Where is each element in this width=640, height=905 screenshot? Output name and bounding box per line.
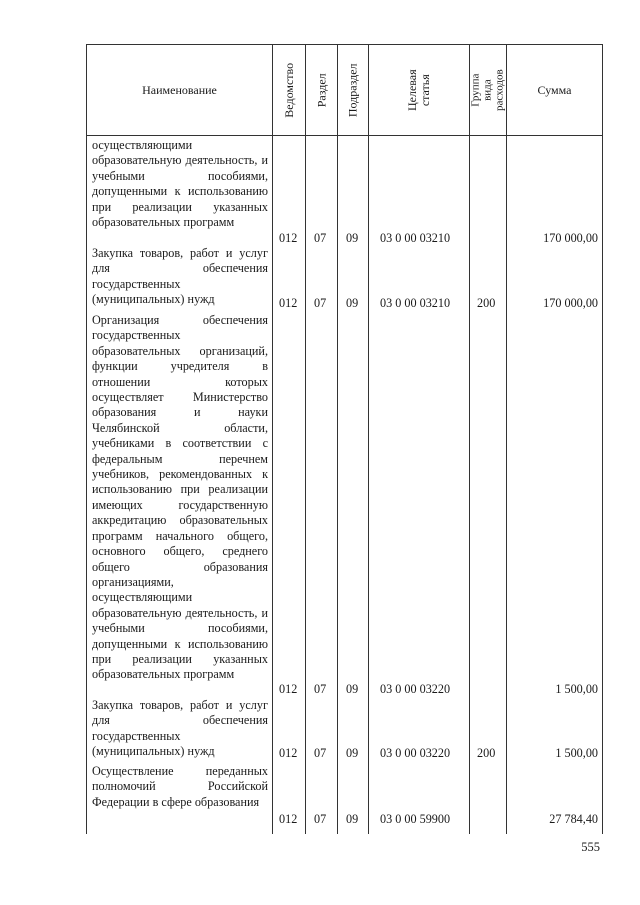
row-4-section: 07: [314, 746, 327, 760]
row-2-expense-group: 200: [477, 296, 496, 310]
row-2-department: 012: [279, 296, 298, 310]
row-3-subsection: 09: [346, 682, 359, 696]
row-4-expense-group: 200: [477, 746, 496, 760]
row-3-name: Организация обеспечения государственных образовательных организаций, функции учредителя в отношении которых осуществляет Министерство образования и науки Челябинской области, учебниками в соответствии с федеральным перечнем учебников, рекомендованных к использованию при реализации имеющих государственную аккредитацию образовательных программ начального общего, основного общего, среднего общего образования организациями, осуществляющими образовательную деятельность, и учебными пособиями, допущенными к использованию при реализации указанных образовательных программ: [92, 313, 268, 682]
row-1-department: 012: [279, 231, 298, 245]
header-target-article: [369, 45, 469, 135]
row-1-section: 07: [314, 231, 327, 245]
row-3-department: 012: [279, 682, 298, 696]
row-3-sum: 1 500,00: [555, 682, 598, 696]
header-expense-group-label: Группа вида расходов: [469, 69, 507, 111]
header-section-label: Раздел: [314, 73, 329, 107]
row-3-target-article: 03 0 00 03220: [380, 682, 451, 696]
header-sum: [507, 45, 602, 135]
header-department-label: Ведомство: [281, 62, 296, 118]
row-2-sum: 170 000,00: [543, 296, 598, 310]
row-1-subsection: 09: [346, 231, 359, 245]
col-divider-subsection: [368, 44, 369, 834]
col-divider-group: [506, 44, 507, 834]
row-4-subsection: 09: [346, 746, 359, 760]
row-4-sum: 1 500,00: [555, 746, 598, 760]
row-2-target-article: 03 0 00 03210: [380, 296, 451, 310]
header-name-label: Наименование: [142, 82, 217, 97]
row-5-department: 012: [279, 812, 298, 826]
col-divider-left: [86, 44, 87, 834]
col-divider-dept: [305, 44, 306, 834]
row-5-sum: 27 784,40: [549, 812, 598, 826]
row-1-target-article: 03 0 00 03210: [380, 231, 451, 245]
row-4-department: 012: [279, 746, 298, 760]
col-divider-name: [272, 44, 273, 834]
row-3-section: 07: [314, 682, 327, 696]
row-2-name: Закупка товаров, работ и услуг для обеспечения государственных (муниципальных) нужд: [92, 246, 268, 307]
row-5-target-article: 03 0 00 59900: [380, 812, 451, 826]
row-5-name: Осуществление переданных полномочий Российской Федерации в сфере образования: [92, 764, 268, 809]
header-expense-group: [470, 45, 506, 135]
col-divider-section: [337, 44, 338, 834]
row-2-section: 07: [314, 296, 327, 310]
row-4-target-article: 03 0 00 03220: [380, 746, 451, 760]
col-divider-right: [602, 44, 603, 834]
row-1-name: осуществляющими образовательную деятельность, и учебными пособиями, допущенными к использованию при реализации указанных образовательных программ: [92, 138, 268, 230]
header-subsection: [338, 45, 368, 135]
header-department: [273, 45, 305, 135]
col-divider-target: [469, 44, 470, 834]
header-section: [306, 45, 337, 135]
header-name: [87, 45, 272, 135]
header-subsection-label: Подраздел: [345, 63, 360, 117]
row-4-name: Закупка товаров, работ и услуг для обеспечения государственных (муниципальных) нужд: [92, 698, 268, 759]
header-bottom-border: [86, 135, 602, 136]
row-2-subsection: 09: [346, 296, 359, 310]
page-number: 555: [581, 840, 600, 854]
row-5-subsection: 09: [346, 812, 359, 826]
row-1-sum: 170 000,00: [543, 231, 598, 245]
header-sum-label: Сумма: [537, 82, 572, 97]
row-5-section: 07: [314, 812, 327, 826]
header-target-article-label: Целевая статья: [404, 69, 432, 111]
